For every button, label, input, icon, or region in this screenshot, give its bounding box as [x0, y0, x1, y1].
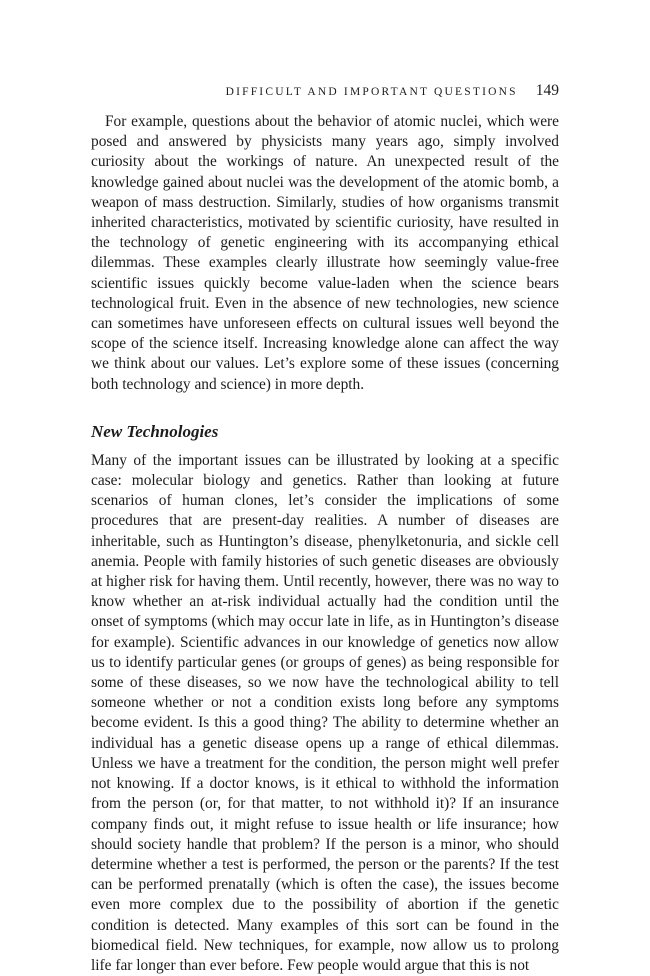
running-title: DIFFICULT AND IMPORTANT QUESTIONS: [225, 86, 518, 98]
book-page: [91, 82, 559, 976]
running-head: [91, 82, 559, 104]
body-paragraph-1: For example, questions about the behavior of atomic nuclei, which were posed and answered by physicists many years ago, simply involved curiosity about the workings of nature. An unexpected result of the knowledge gained about nuclei was the development of the atomic bomb, a weapon of mass destruction. Similarly, studies of how organisms transmit inherited characteristics, motivated by scientific curiosity, have resulted in the technology of genetic engineering with its accompanying ethical dilemmas. These examples clearly illustrate how seemingly value-free scientific issues quickly become value-laden when the science bears technological fruit. Even in the absence of new technologies, new science can sometimes have unforeseen effects on cultural issues well beyond the scope of the science itself. Increasing knowledge alone can affect the way we think about our values. Let’s explore some of these issues (concerning both technology and science) in more depth.: [91, 113, 559, 393]
section-heading: New Technologies: [91, 421, 219, 441]
page-number: 149: [535, 82, 559, 99]
body-paragraph-2: Many of the important issues can be illustrated by looking at a specific case: molecular biology and genetics. Rather than looking at future scenarios of human clones, let’s consider the implications of some procedures that are present-day realities. A number of diseases are inheritable, such as Huntington’s disease, phenylketonuria, and sickle cell anemia. People with family histories of such genetic diseases are obviously at higher risk for having them. Until recently, however, there was no way to know whether an at-risk individual actually had the condition until the onset of symptoms (which may occur late in life, as in Huntington’s disease for example). Scientific advances in our knowledge of genetics now allow us to identify particular genes (or groups of genes) as being responsible for some of these diseases, so we now have the technological ability to tell someone whether or not a condition exists long before any symptoms become evident. Is this a good thing? The ability to determine whether an individual has a genetic disease opens up a range of ethical dilemmas. Unless we have a treatment for the condition, the person might well prefer not knowing. If a doctor knows, is it ethical to withhold the information from the person (or, for that matter, to not withhold it)? If an insurance company finds out, it might refuse to issue health or life insurance; how should society handle that problem? If the person is a minor, who should determine whether a test is performed, the person or the parents? If the test can be performed prenatally (which is often the case), the issues become even more complex due to the possibility of abortion if the genetic condition is detected. Many examples of this sort can be found in the biomedical field. New techniques, for example, now allow us to prolong life far longer than ever before. Few people would argue that this is not: [91, 451, 559, 974]
